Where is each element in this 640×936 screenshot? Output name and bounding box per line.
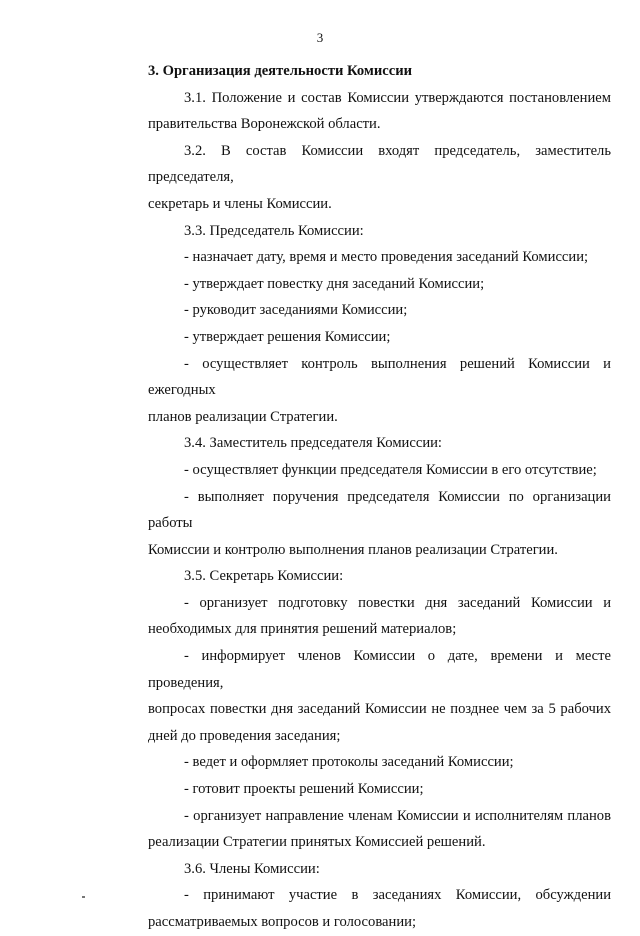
paragraph-3-1 <box>112 85 611 138</box>
paragraph-line: - утверждает повестку дня заседаний Комиссии; <box>184 275 485 292</box>
section-heading: 3. Организация деятельности Комиссии <box>148 63 413 79</box>
paragraph-line: 3.4. Заместитель председателя Комиссии: <box>184 435 442 452</box>
paragraph-line: правительства Воронежской области. <box>148 116 381 133</box>
paragraph-3-2 <box>112 138 611 218</box>
paragraph-line: секретарь и члены Комиссии. <box>148 195 332 212</box>
list-item <box>112 776 611 803</box>
paragraph-line: рассматриваемых вопросов и голосовании; <box>148 914 416 930</box>
paragraph-line: 3.3. Председатель Комиссии: <box>184 222 364 239</box>
paragraph-line: - организует направление членам Комиссии и исполнителям планов <box>184 807 611 824</box>
list-item <box>112 882 611 935</box>
paragraph-line: вопросах повестки дня заседаний Комиссии не позднее чем за 5 рабочих <box>148 701 611 718</box>
paragraph-line: - организует подготовку повестки дня заседаний Комиссии и <box>184 594 611 611</box>
list-item <box>112 457 611 484</box>
paragraph-line: 3.2. В состав Комиссии входят председатель, заместитель председателя, <box>148 142 611 186</box>
paragraph-line: планов реализации Стратегии. <box>148 408 338 425</box>
paragraph-line: - осуществляет контроль выполнения решений Комиссии и ежегодных <box>148 355 611 399</box>
list-item <box>112 590 611 643</box>
paragraph-line: - осуществляет функции председателя Комиссии в его отсутствие; <box>184 461 597 478</box>
paragraph-3-6 <box>112 856 611 883</box>
list-item <box>112 749 611 776</box>
paragraph-line: - утверждает решения Комиссии; <box>184 328 391 345</box>
paragraph-line: 3.1. Положение и состав Комиссии утверждаются постановлением <box>184 89 611 106</box>
list-item <box>112 297 611 324</box>
paragraph-line: - готовит проекты решений Комиссии; <box>184 781 424 798</box>
paragraph-line: Комиссии и контролю выполнения планов реализации Стратегии. <box>148 541 558 558</box>
paragraph-3-5 <box>112 563 611 590</box>
paragraph-line: дней до проведения заседания; <box>148 727 341 744</box>
list-item <box>112 271 611 298</box>
paragraph-line: 3.5. Секретарь Комиссии: <box>184 568 344 585</box>
list-item <box>112 484 611 564</box>
paragraph-line: необходимых для принятия решений материалов; <box>148 621 457 638</box>
list-item <box>112 244 611 271</box>
scan-mark <box>82 896 85 898</box>
document-body <box>112 58 611 936</box>
list-item <box>112 803 611 856</box>
paragraph-line: - назначает дату, время и место проведения заседаний Комиссии; <box>184 249 589 266</box>
paragraph-3-4 <box>112 430 611 457</box>
paragraph-line: реализации Стратегии принятых Комиссией решений. <box>148 834 486 851</box>
list-item <box>112 351 611 431</box>
paragraph-3-3 <box>112 218 611 245</box>
paragraph-line: 3.6. Члены Комиссии: <box>184 860 320 877</box>
paragraph-line: - выполняет поручения председателя Комиссии по организации работы <box>148 488 611 532</box>
list-item <box>112 324 611 351</box>
paragraph-line: - ведет и оформляет протоколы заседаний Комиссии; <box>184 754 514 771</box>
paragraph-line: - принимают участие в заседаниях Комиссии, обсуждении <box>184 887 611 904</box>
paragraph-line: - руководит заседаниями Комиссии; <box>184 302 408 319</box>
page-number: 3 <box>316 30 324 45</box>
list-item <box>112 643 611 749</box>
paragraph-line: - информирует членов Комиссии о дате, времени и месте проведения, <box>148 648 611 691</box>
